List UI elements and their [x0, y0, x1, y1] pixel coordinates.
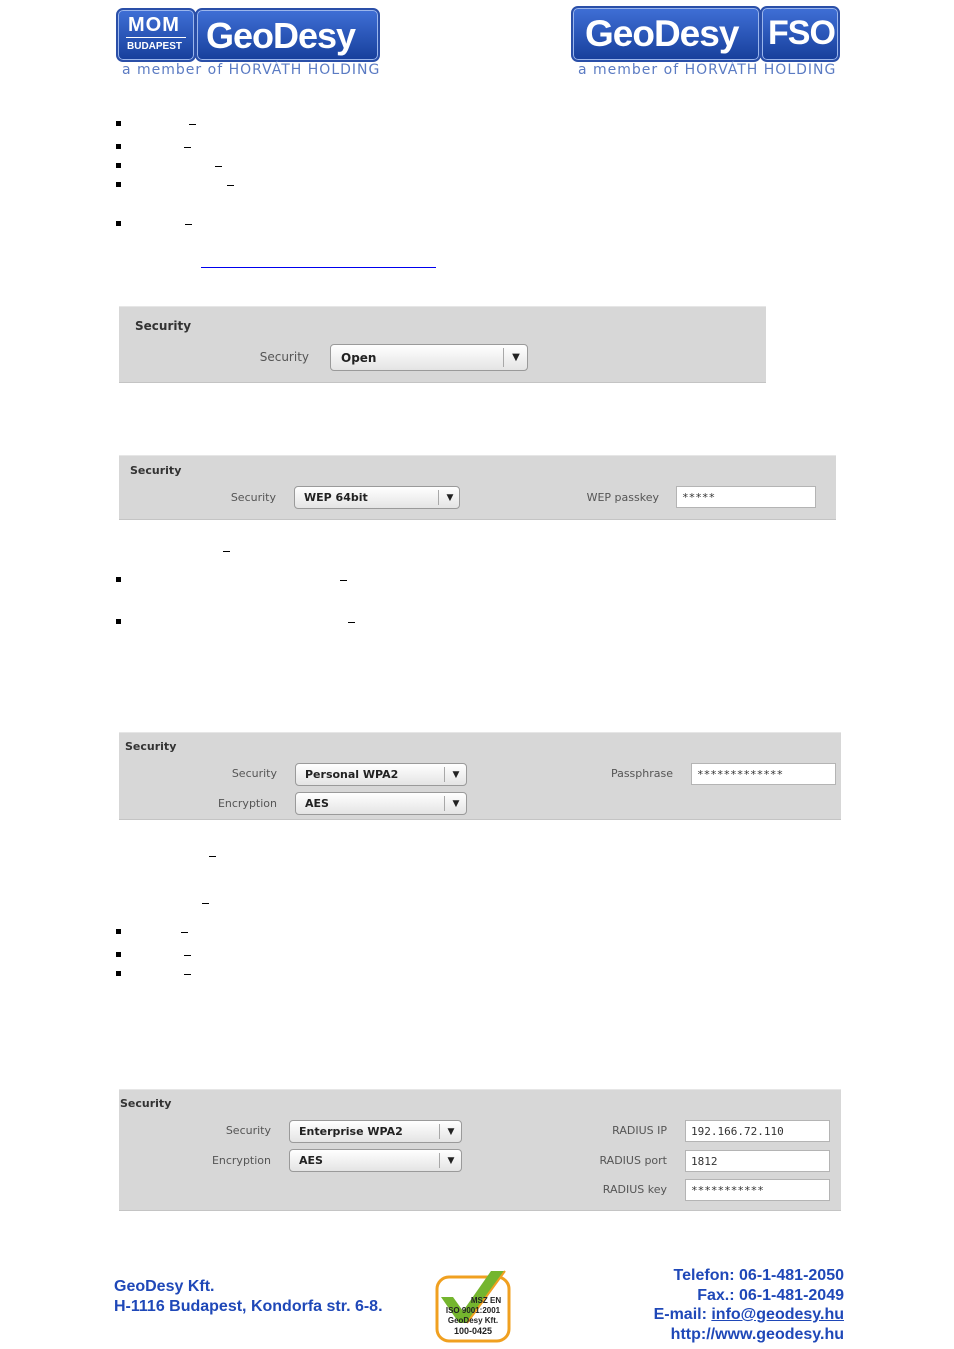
radius-ip-input[interactable]: 192.166.72.110: [685, 1120, 830, 1142]
radius-ip-label: RADIUS IP: [612, 1124, 667, 1137]
security-panel-personal: [119, 732, 841, 820]
cert-line-4: 100-0425: [453, 1326, 493, 1336]
bullet: [116, 971, 121, 976]
encryption-select[interactable]: [295, 792, 467, 815]
hyperlink-underline[interactable]: [201, 267, 436, 268]
dash: [348, 622, 355, 623]
security-select[interactable]: [295, 763, 467, 786]
chevron-down-icon[interactable]: ▼: [447, 1126, 455, 1137]
encryption-select[interactable]: [289, 1149, 462, 1172]
bullet: [116, 182, 121, 187]
security-select-value: Enterprise WPA2: [299, 1125, 403, 1138]
website-link[interactable]: http://www.geodesy.hu: [670, 1325, 844, 1343]
chevron-down-icon[interactable]: ▼: [447, 1155, 455, 1166]
fso-badge-text: FSO: [768, 14, 835, 52]
security-label: Security: [230, 491, 276, 504]
dash: [185, 224, 192, 225]
bullet: [116, 929, 121, 934]
fax-label: Fax.:: [697, 1286, 735, 1304]
chevron-down-icon[interactable]: ▼: [452, 769, 460, 780]
cert-line-1: MSZ EN: [470, 1296, 502, 1305]
fax-number: 06-1-481-2049: [739, 1286, 844, 1304]
tagline-right: a member of HORVÁTH HOLDING: [578, 62, 837, 78]
panel-title: Security: [130, 464, 182, 477]
security-select[interactable]: [294, 486, 460, 509]
phone-label: Telefon:: [673, 1267, 735, 1284]
phone-number: 06-1-481-2050: [739, 1267, 844, 1284]
radius-port-input[interactable]: 1812: [685, 1150, 830, 1172]
bullet: [116, 121, 121, 126]
dash: [184, 974, 191, 975]
radius-key-label: RADIUS key: [602, 1183, 667, 1196]
dash: [215, 166, 222, 167]
bullet: [116, 144, 121, 149]
chevron-down-icon[interactable]: ▼: [446, 492, 454, 503]
phone-line: [654, 1266, 844, 1286]
company-name: GeoDesy Kft.: [114, 1278, 215, 1295]
security-select[interactable]: [289, 1120, 462, 1143]
mom-mark-top: MOM: [128, 14, 180, 36]
radius-key-input[interactable]: ***********: [685, 1179, 830, 1201]
footer-company: [114, 1277, 383, 1317]
mom-mark-bottom: BUDAPEST: [127, 41, 183, 52]
security-panel-wep: [119, 455, 836, 520]
dash: [181, 932, 188, 933]
bullet: [116, 619, 121, 624]
email-label: E-mail:: [653, 1306, 707, 1323]
encryption-label: Encryption: [217, 797, 277, 810]
bullet: [116, 952, 121, 957]
bullet: [116, 221, 121, 226]
geodesy-logo-right: [571, 6, 761, 62]
dash: [227, 185, 234, 186]
radius-port-label: RADIUS port: [599, 1154, 667, 1167]
company-address: H-1116 Budapest, Kondorfa str. 6-8.: [114, 1298, 383, 1315]
bullet: [116, 163, 121, 168]
email-link[interactable]: info@geodesy.hu: [711, 1306, 844, 1323]
dash: [202, 903, 209, 904]
chevron-down-icon[interactable]: ▼: [512, 352, 520, 363]
bullet: [116, 577, 121, 582]
encryption-label: Encryption: [211, 1154, 271, 1167]
wep-passkey-input[interactable]: *****: [676, 486, 816, 508]
security-select-value: Open: [341, 350, 377, 365]
security-select-value: Personal WPA2: [305, 768, 399, 781]
encryption-select-value: AES: [299, 1154, 323, 1167]
passphrase-input[interactable]: *************: [691, 763, 836, 785]
passphrase-label: Passphrase: [610, 767, 673, 780]
fax-line: [654, 1286, 844, 1306]
panel-title: Security: [135, 319, 192, 333]
panel-title: Security: [120, 1097, 172, 1110]
email-line: [654, 1305, 844, 1325]
dash: [184, 955, 191, 956]
mom-mark: [116, 8, 196, 62]
dash: [184, 147, 191, 148]
cert-line-2: ISO 9001:2001: [445, 1306, 501, 1315]
tagline-left: a member of HORVÁTH HOLDING: [122, 62, 381, 78]
security-label: Security: [231, 767, 277, 780]
wep-passkey-label: WEP passkey: [586, 491, 659, 504]
security-panel-open: [119, 306, 766, 383]
security-select[interactable]: [330, 344, 528, 371]
dash: [223, 551, 230, 552]
encryption-select-value: AES: [305, 797, 329, 810]
dash: [189, 124, 196, 125]
iso-cert-seal: [433, 1267, 513, 1345]
security-label: Security: [225, 1124, 271, 1137]
dash: [209, 856, 216, 857]
brand-name-left: GeoDesy: [206, 15, 356, 56]
security-select-value: WEP 64bit: [304, 491, 368, 504]
footer-contact: [654, 1266, 844, 1344]
security-label: Security: [259, 350, 309, 364]
dash: [340, 580, 347, 581]
chevron-down-icon[interactable]: ▼: [452, 798, 460, 809]
cert-line-3: GeoDesy Kft.: [447, 1316, 499, 1325]
fso-badge: [760, 6, 840, 62]
panel-title: Security: [125, 740, 177, 753]
brand-name-right: GeoDesy: [585, 13, 739, 54]
security-panel-enterprise: [119, 1089, 841, 1211]
geodesy-logo-left: [195, 8, 380, 62]
